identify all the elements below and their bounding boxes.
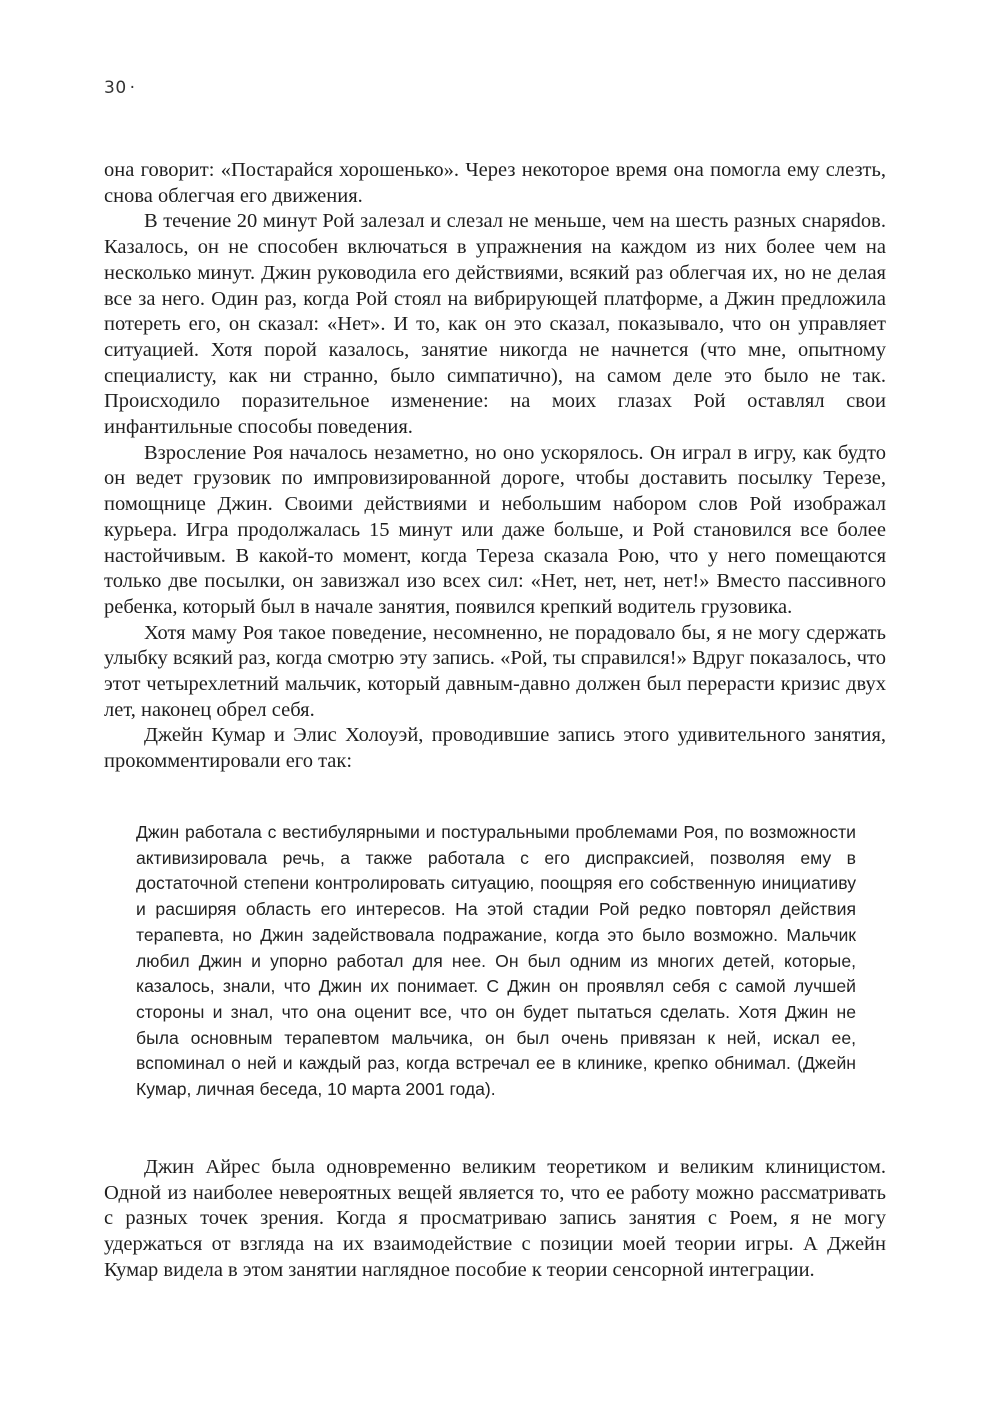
closing-text (104, 1155, 886, 1284)
paragraph: Взросление Роя началось незаметно, но оно ускорялось. Он играл в игру, как будто он ведет грузовик по импровизированной дороге, чтобы доставить посылку Терезе, помощнице Джин. Своими действиями и небольшим набором слов Рой изображал курьера. Игра продолжалась 15 минут или даже больше, и Рой становился все более настойчивым. В какой-то момент, когда Тереза сказала Рою, что у него помещаются только две посылки, он завизжал изо всех сил: «Нет, нет, нет, нет!» Вместо пассивного ребенка, который был в начале занятия, появился крепкий водитель грузовика. (104, 441, 886, 618)
paragraph: Джейн Кумар и Элис Холоуэй, проводившие запись этого удивительного занятия, прокомментировали его так: (104, 724, 886, 773)
quote-text: Джин работала с вестибулярными и постуральными проблемами Роя, по возможности активизировала речь, а также работала с его диспраксией, позволяя ему в достаточной степени контролировать ситуацию, поощряя его собственную инициативу и расширяя область его интересов. На этой стадии Рой редко повторял действия терапевта, но Джин задействовала подражание, когда это было возможно. Мальчик любил Джин и упорно работал для нее. Он был одним из многих детей, которые, казалось, знали, что Джин их понимает. С Джин он проявлял себя с самой лучшей стороны и знал, что она оценит все, что он будет пытаться сделать. Хотя Джин не была основным терапевтом мальчика, он был очень привязан к ней, искал ее, вспоминал о ней и каждый раз, когда встречал ее в клинике, крепко обнимал. (Джейн Кумар, личная беседа, 10 марта 2001 года). (136, 822, 856, 1100)
paragraph: В течение 20 минут Рой залезал и слезал не меньше, чем на шесть разных снаряdов. Казалось, он не способен включаться в упражнения на каждом из них более чем на несколько минут. Джин руководила его действиями, всякий раз облегчая их, но не делая все за него. Один раз, когда Рой стоял на вибрирующей платформе, а Джин предложила потереть его, он сказал: «Нет». И то, как он это сказал, показывало, что он управляет ситуацией. Хотя порой казалось, занятие никогда не начнется (что мне, опытному специалисту, как ни странно, было симпатично), на самом деле это было не так. Происходило поразительное изменение: на моих глазах Рой оставлял свои инфантильные способы поведения. (104, 210, 886, 439)
paragraph: Хотя маму Роя такое поведение, несомненно, не порадовало бы, я не могу сдержать улыбку всякий раз, когда смотрю эту запись. «Рой, ты справился!» Вдруг показалось, что этот четырехлетний мальчик, который давным-давно должен был перерасти кризис двух лет, наконец обрел себя. (104, 621, 886, 721)
paragraph-continuation: она говорит: «Постарайся хорошенько». Через некоторое время она помогла ему слезть, снова облегчая его движения. (104, 159, 886, 207)
block-quote (136, 820, 856, 1103)
page-number-value: 30 (104, 78, 127, 98)
main-text (104, 158, 886, 775)
page-number (104, 78, 136, 98)
paragraph: Джин Айрес была одновременно великим теоретиком и великим клиницистом. Одной из наиболее невероятных вещей является то, что ее работу можно рассматривать с разных точек зрения. Когда я просматриваю запись занятия с Роем, я не могу удержаться от взгляда на их взаимодействие с позиции моей теории игры. А Джейн Кумар видела в этом занятии наглядное пособие к теории сенсорной интеграции. (104, 1156, 886, 1281)
page-number-separator: · (129, 78, 136, 98)
